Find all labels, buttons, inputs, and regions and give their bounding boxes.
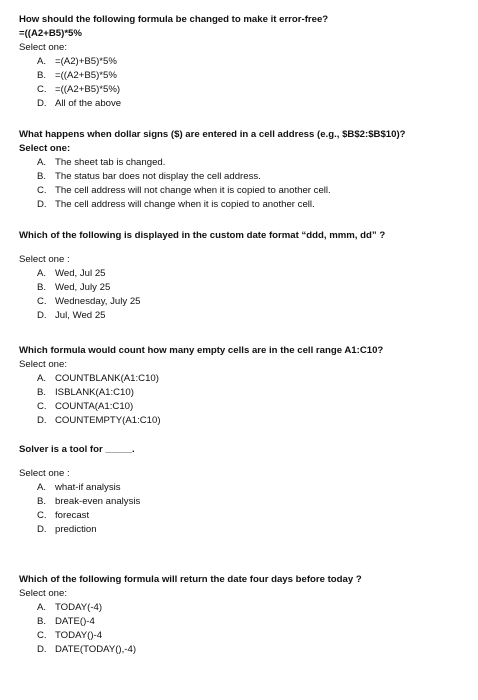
- options-list: [37, 156, 469, 212]
- option-d[interactable]: [37, 523, 469, 537]
- select-one-label: Select one :: [19, 254, 70, 265]
- option-text: Wed, July 25: [55, 282, 111, 293]
- option-letter: C.: [37, 296, 47, 307]
- option-text: ISBLANK(A1:C10): [55, 387, 134, 398]
- option-d[interactable]: [37, 414, 469, 428]
- option-text: The status bar does not display the cell address.: [55, 171, 261, 182]
- option-a[interactable]: [37, 481, 469, 495]
- option-letter: A.: [37, 602, 47, 613]
- option-text: TODAY()-4: [55, 630, 103, 641]
- question-6: [19, 573, 469, 657]
- option-c[interactable]: [37, 629, 469, 643]
- options-list: [37, 372, 469, 428]
- options-list: [37, 481, 469, 537]
- option-letter: D.: [37, 310, 47, 321]
- option-letter: D.: [37, 98, 47, 109]
- question-text: Which of the following formula will return the date four days before today ?: [19, 574, 362, 585]
- options-list: [37, 267, 469, 323]
- option-b[interactable]: [37, 69, 469, 83]
- option-d[interactable]: [37, 97, 469, 111]
- option-d[interactable]: [37, 309, 469, 323]
- option-c[interactable]: [37, 184, 469, 198]
- option-letter: A.: [37, 373, 47, 384]
- option-c[interactable]: [37, 400, 469, 414]
- option-letter: B.: [37, 616, 47, 627]
- select-one-label: Select one:: [19, 359, 68, 370]
- option-b[interactable]: [37, 495, 469, 509]
- select-one-label: Select one:: [19, 143, 71, 154]
- option-letter: B.: [37, 496, 47, 507]
- question-1: [19, 13, 469, 111]
- option-text: =((A2+B5)*5%): [55, 84, 121, 95]
- option-letter: C.: [37, 401, 47, 412]
- option-letter: B.: [37, 282, 47, 293]
- option-letter: D.: [37, 199, 47, 210]
- question-2: [19, 128, 469, 212]
- option-text: forecast: [55, 510, 90, 521]
- option-a[interactable]: [37, 55, 469, 69]
- option-letter: A.: [37, 157, 47, 168]
- option-a[interactable]: [37, 372, 469, 386]
- option-text: COUNTA(A1:C10): [55, 401, 134, 412]
- options-list: [37, 601, 469, 657]
- option-letter: C.: [37, 185, 47, 196]
- option-letter: A.: [37, 56, 47, 67]
- question-text: What happens when dollar signs ($) are entered in a cell address (e.g., $B$2:$B$10)?: [19, 129, 406, 140]
- question-text: Which of the following is displayed in the custom date format “ddd, mmm, dd” ?: [19, 230, 386, 241]
- question-5: [19, 443, 469, 537]
- option-c[interactable]: [37, 295, 469, 309]
- option-d[interactable]: [37, 643, 469, 657]
- question-4: [19, 344, 469, 428]
- formula-text: =((A2+B5)*5%: [19, 28, 82, 39]
- option-letter: C.: [37, 84, 47, 95]
- option-d[interactable]: [37, 198, 469, 212]
- question-text: Solver is a tool for _____.: [19, 444, 135, 455]
- option-text: =((A2+B5)*5%: [55, 70, 117, 81]
- option-text: prediction: [55, 524, 97, 535]
- option-letter: B.: [37, 387, 47, 398]
- option-text: All of the above: [55, 98, 122, 109]
- option-letter: C.: [37, 630, 47, 641]
- option-text: The cell address will not change when it is copied to another cell.: [55, 185, 331, 196]
- option-text: Wednesday, July 25: [55, 296, 141, 307]
- option-letter: B.: [37, 70, 47, 81]
- option-text: what-if analysis: [55, 482, 121, 493]
- option-b[interactable]: [37, 170, 469, 184]
- option-letter: C.: [37, 510, 47, 521]
- option-a[interactable]: [37, 156, 469, 170]
- select-one-label: Select one:: [19, 42, 68, 53]
- option-letter: D.: [37, 644, 47, 655]
- option-letter: D.: [37, 524, 47, 535]
- option-text: break-even analysis: [55, 496, 141, 507]
- option-text: The cell address will change when it is copied to another cell.: [55, 199, 315, 210]
- question-text: Which formula would count how many empty cells are in the cell range A1:C10?: [19, 345, 384, 356]
- option-letter: A.: [37, 482, 47, 493]
- option-c[interactable]: [37, 83, 469, 97]
- option-text: Wed, Jul 25: [55, 268, 106, 279]
- select-one-label: Select one:: [19, 588, 68, 599]
- option-a[interactable]: [37, 267, 469, 281]
- option-text: COUNTEMPTY(A1:C10): [55, 415, 161, 426]
- option-letter: D.: [37, 415, 47, 426]
- select-one-label: Select one :: [19, 468, 70, 479]
- option-text: =(A2)+B5)*5%: [55, 56, 117, 67]
- option-text: The sheet tab is changed.: [55, 157, 166, 168]
- option-a[interactable]: [37, 601, 469, 615]
- question-3: [19, 229, 469, 323]
- option-text: DATE(TODAY(),-4): [55, 644, 137, 655]
- option-letter: B.: [37, 171, 47, 182]
- options-list: [37, 55, 469, 111]
- option-text: TODAY(-4): [55, 602, 103, 613]
- question-text: How should the following formula be changed to make it error-free?: [19, 14, 329, 25]
- option-b[interactable]: [37, 615, 469, 629]
- option-c[interactable]: [37, 509, 469, 523]
- option-b[interactable]: [37, 386, 469, 400]
- option-b[interactable]: [37, 281, 469, 295]
- option-text: DATE()-4: [55, 616, 95, 627]
- option-text: COUNTBLANK(A1:C10): [55, 373, 159, 384]
- option-letter: A.: [37, 268, 47, 279]
- option-text: Jul, Wed 25: [55, 310, 106, 321]
